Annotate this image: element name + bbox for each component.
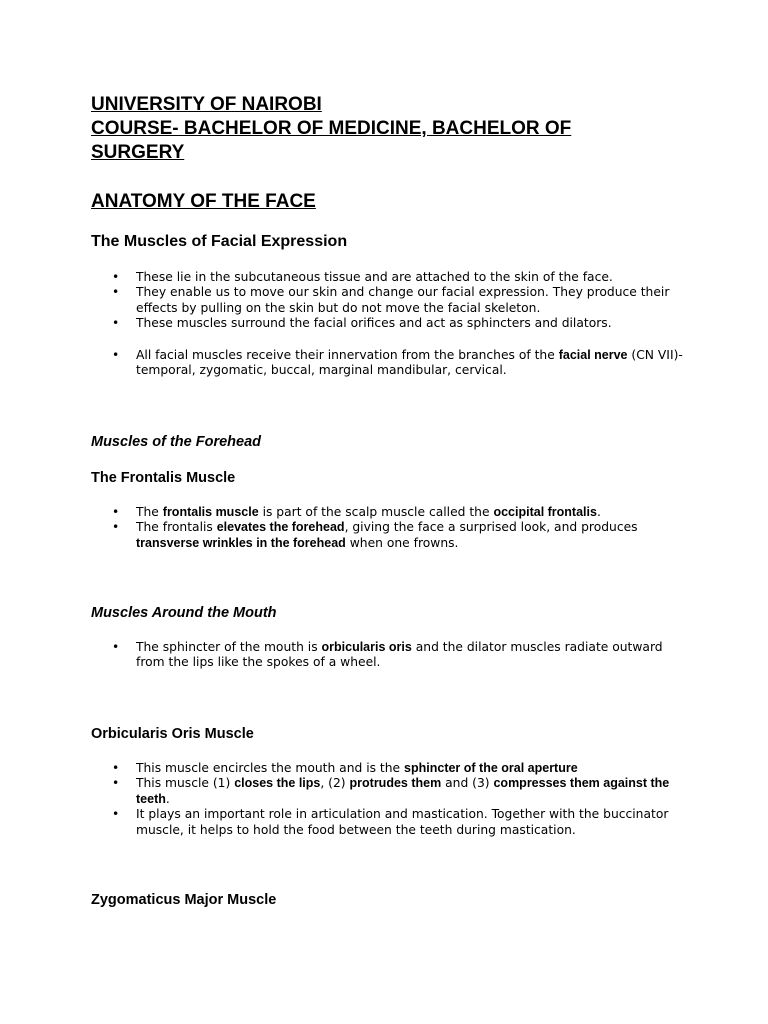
bullet-icon: • [112, 761, 120, 775]
list-item: • These muscles surround the facial orifices and act as sphincters and dilators. [112, 316, 612, 331]
facial-expression-heading: The Muscles of Facial Expression [91, 233, 348, 250]
course-title: COURSE- BACHELOR OF MEDICINE, BACHELOR OF SURGERY [91, 118, 572, 163]
bullet-icon: • [112, 640, 120, 654]
list-item: • They enable us to move our skin and change our facial expression. They produce their effects by pulling on the skin but do not move the facial skeleton. [112, 285, 670, 315]
zygomaticus-heading: Zygomaticus Major Muscle [91, 892, 277, 908]
list-item: • This muscle (1) closes the lips, (2) protrudes them and (3) compresses them against the teeth. [112, 776, 670, 806]
forehead-heading: Muscles of the Forehead [91, 434, 262, 450]
bullet-icon: • [112, 776, 120, 791]
list-item: • This muscle encircles the mouth and is the sphincter of the oral aperture [112, 761, 578, 775]
bullet-icon: • [112, 807, 120, 822]
list-item: • It plays an important role in articulation and mastication. Together with the buccinator muscle, it helps to hold the food between the teeth during mastication. [112, 807, 669, 837]
topic-title: ANATOMY OF THE FACE [91, 191, 316, 212]
innervation-list [91, 348, 691, 379]
list-item: • The sphincter of the mouth is orbicularis oris and the dilator muscles radiate outward from the lips like the spokes of a wheel. [112, 640, 663, 670]
orbicularis-list [91, 761, 691, 838]
bullet-icon: • [112, 520, 120, 535]
list-item: • The frontalis elevates the forehead, giving the face a surprised look, and produces transverse wrinkles in the forehead when one frowns. [112, 520, 638, 550]
bullet-icon: • [112, 348, 120, 362]
list-item: • The frontalis muscle is part of the scalp muscle called the occipital frontalis. [112, 505, 601, 519]
orbicularis-heading: Orbicularis Oris Muscle [91, 726, 254, 742]
mouth-list [91, 640, 691, 671]
bullet-icon: • [112, 270, 120, 284]
frontalis-heading: The Frontalis Muscle [91, 470, 236, 486]
list-item: • All facial muscles receive their innervation from the branches of the facial nerve (CN VII)-temporal, zygomatic, buccal, marginal mandibular, cervical. [112, 348, 683, 378]
frontalis-list [91, 505, 691, 551]
facial-expression-list [91, 270, 691, 332]
mouth-heading: Muscles Around the Mouth [91, 605, 277, 621]
university-title: UNIVERSITY OF NAIROBI [91, 94, 322, 115]
bullet-icon: • [112, 285, 120, 300]
bullet-icon: • [112, 505, 120, 519]
bullet-icon: • [112, 316, 120, 331]
list-item: • These lie in the subcutaneous tissue and are attached to the skin of the face. [112, 270, 613, 284]
